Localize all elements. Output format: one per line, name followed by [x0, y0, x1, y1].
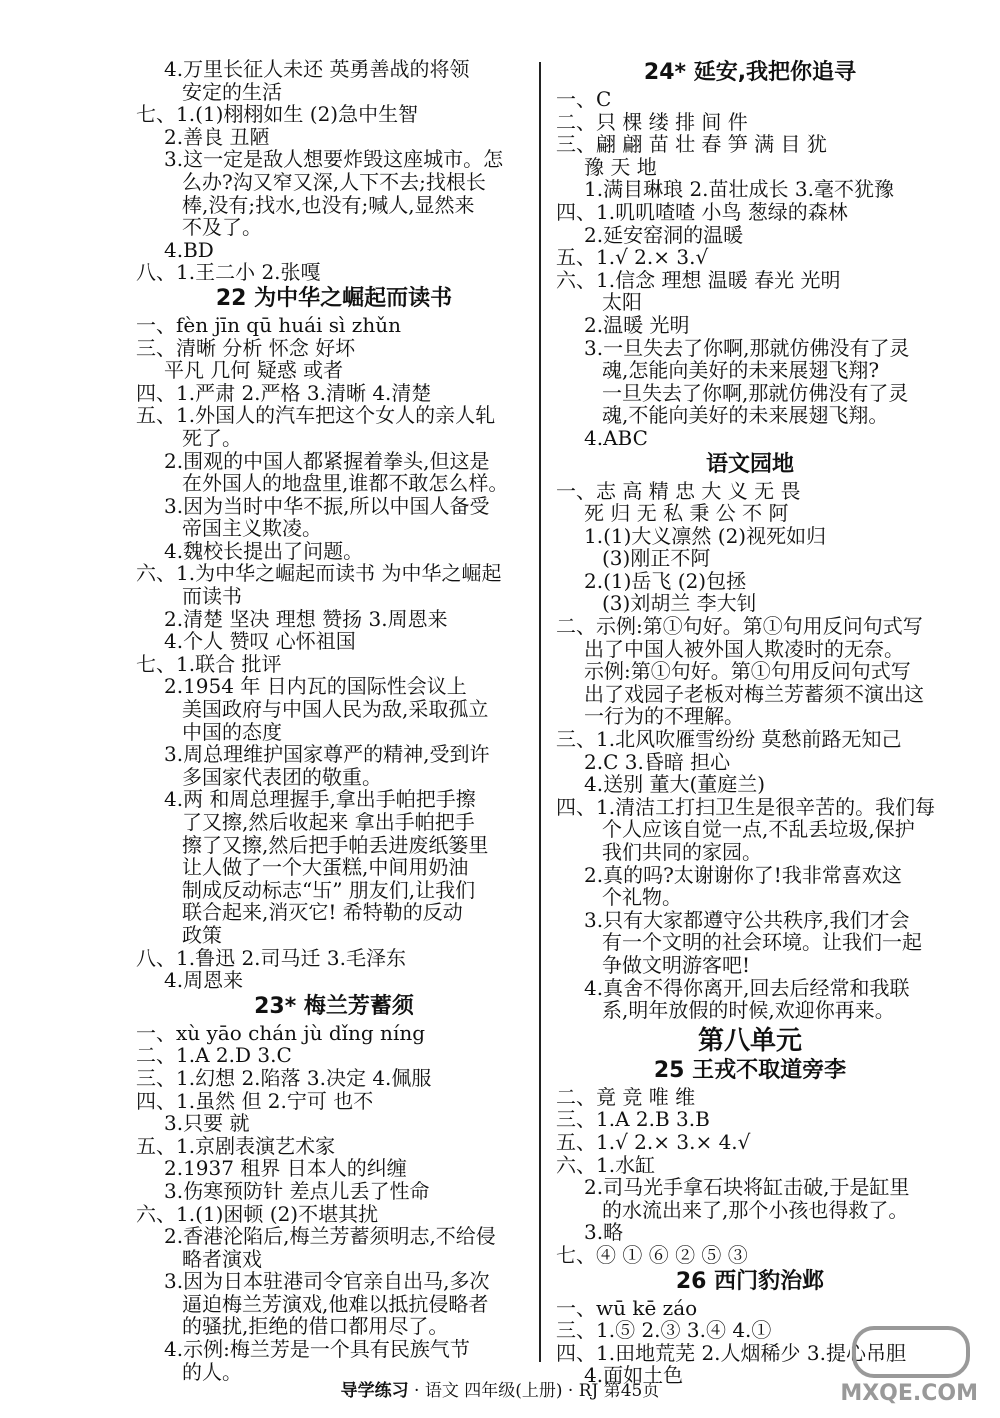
left-answer-line: 的骚扰,拒绝的借口都用尽了。 [182, 1314, 449, 1339]
right-answer-line: 2.温暖 光明 [584, 312, 690, 337]
right-answer-line: 4.面如土色 [584, 1363, 684, 1388]
right-answer-line: 七、④ ① ⑥ ② ⑤ ③ [556, 1242, 748, 1267]
left-answer-line: 在外国人的地盘里,谁都不敢怎么样。 [182, 471, 509, 496]
right-answer-line: 五、1.√ 2.× 3.× 4.√ [556, 1129, 751, 1154]
unit-heading: 第八单元 [697, 1025, 802, 1056]
left-answer-line: 多国家代表团的敬重。 [182, 764, 382, 789]
right-answer-line: 2.司马光手拿石块将缸击破,于是缸里 [584, 1175, 910, 1200]
right-column [556, 58, 944, 1387]
right-answer-line: 4.送别 董大(董庭兰) [584, 772, 766, 797]
right-answer-line: 二、竟 竞 唯 维 [556, 1084, 696, 1109]
left-answer-line: 3.只要 就 [164, 1111, 250, 1136]
footer-brand: 导学练习 [340, 1381, 409, 1401]
left-answer-line: 4.示例:梅兰芳是一个具有民族气节 [164, 1337, 470, 1362]
right-answer-line: 争做文明游客吧! [602, 952, 751, 977]
left-answer-line: 三、清晰 分析 怀念 好坏 [136, 335, 356, 360]
left-answer-line: 八、1.王二小 2.张嘎 [136, 260, 321, 285]
left-answer-line: 联合起来,消灭它! 希特勒的反动 [182, 900, 463, 925]
right-answer-line: 一旦失去了你啊,那就仿佛没有了灵 [602, 380, 909, 405]
right-answer-line: 2.延安窑洞的温暖 [584, 222, 744, 247]
left-answer-line: 4.BD [164, 237, 214, 262]
left-answer-line: 制成反动标志“卐” 朋友们,让我们 [182, 877, 476, 902]
right-answer-line: 一、C [556, 87, 612, 111]
right-answer-line: 六、1.信念 理想 温暖 春光 光明 [556, 267, 841, 292]
left-answer-line: 一、xù yāo chán jù dǐng níng [136, 1020, 426, 1045]
left-answer-line: 四、1.虽然 但 2.宁可 也不 [136, 1088, 374, 1113]
left-answer-line: 3.因为日本驻港司令官亲自出马,多次 [164, 1269, 490, 1294]
right-answer-line: 三、1.A 2.B 3.B [556, 1107, 710, 1132]
right-answer-line: 四、1.叽叽喳喳 小鸟 葱绿的森林 [556, 199, 848, 224]
watermark-text: MXQE.COM [840, 1381, 978, 1406]
left-answer-line: 政策 [182, 922, 222, 947]
left-answer-line: 七、1.联合 批评 [136, 651, 282, 676]
right-answer-line: 的水流出来了,那个小孩也得救了。 [602, 1197, 909, 1222]
left-answer-line: 美国政府与中国人民为敌,采取孤立 [182, 697, 489, 722]
left-answer-line: 2.香港沦陷后,梅兰芳蓄须明志,不给侵 [164, 1224, 496, 1249]
left-answer-line: 让人做了一个大蛋糕,中间用奶油 [182, 855, 469, 880]
lesson-heading: 语文园地 [705, 451, 794, 477]
right-answer-line: 四、1.清洁工打扫卫生是很辛苦的。我们每 [556, 794, 936, 819]
left-answer-line: 2.1937 租界 日本人的纠缠 [164, 1156, 407, 1181]
right-answer-line: 太阳 [602, 290, 642, 315]
left-answer-line: 六、1.(1)困顿 (2)不堪其扰 [136, 1201, 379, 1226]
column-divider [539, 62, 541, 1362]
left-answer-line: 4.个人 赞叹 心怀祖国 [164, 629, 356, 654]
right-answer-line: 魂,不能向美好的未来展翅飞翔。 [602, 403, 889, 428]
right-answer-line: 2.(1)岳飞 (2)包拯 [584, 568, 747, 593]
right-answer-line: 1.(1)大义凛然 (2)视死如归 [584, 523, 827, 548]
watermark-logo [852, 1326, 970, 1378]
left-answer-line: 二、1.A 2.D 3.C [136, 1043, 292, 1068]
lesson-heading: 24* 延安,我把你追寻 [643, 60, 857, 85]
right-answer-line: 2.真的吗?太谢谢你了!我非常喜欢这 [584, 862, 902, 887]
left-answer-line: 2.围观的中国人都紧握着拳头,但这是 [164, 448, 490, 473]
left-answer-line: 3.伤寒预防针 差点儿丢了性命 [164, 1178, 430, 1203]
right-answer-line: 死 归 无 私 秉 公 不 阿 [584, 501, 789, 526]
left-answer-line: 2.清楚 坚决 理想 赞扬 3.周恩来 [164, 606, 448, 631]
left-answer-line: 不及了。 [182, 215, 262, 240]
left-answer-line: 五、1.京剧表演艺术家 [136, 1133, 336, 1158]
left-answer-line: 中国的态度 [182, 719, 282, 744]
lesson-heading: 22 为中华之崛起而读书 [215, 285, 453, 311]
left-answer-line: 了又擦,然后收起来 拿出手帕把手 [182, 810, 475, 834]
right-answer-line: 有一个文明的社会环境。让我们一起 [602, 930, 922, 955]
left-answer-line: 4.魏校长提出了问题。 [164, 538, 364, 563]
right-answer-line: 一行为的不理解。 [584, 704, 744, 729]
right-answer-line: 我们共同的家园。 [602, 840, 762, 864]
left-answer-line: 擦了又擦,然后把手帕丢进废纸篓里 [182, 832, 489, 857]
left-answer-line: 2.善良 丑陋 [164, 124, 270, 149]
right-answer-line: 1.满目琳琅 2.苗壮成长 3.毫不犹豫 [584, 177, 894, 202]
right-answer-line: 2.C 3.昏暗 担心 [584, 749, 731, 774]
right-answer-line: 一、志 高 精 忠 大 义 无 畏 [556, 478, 801, 503]
left-answer-line: 平凡 几何 疑惑 或者 [164, 358, 344, 383]
left-answer-line: 八、1.鲁迅 2.司马迁 3.毛泽东 [136, 945, 406, 970]
left-answer-line: 死了。 [182, 425, 242, 450]
right-answer-line: 四、1.田地荒芜 2.人烟稀少 3.提心吊胆 [556, 1340, 906, 1365]
right-answer-line: 魂,怎能向美好的未来展翅飞翔? [602, 358, 880, 383]
right-answer-line: 示例:第①句好。第①句用反问句式写 [584, 659, 911, 684]
left-column [136, 58, 532, 1383]
right-answer-line: 五、1.√ 2.× 3.√ [556, 245, 709, 270]
right-answer-line: 豫 天 地 [584, 154, 657, 179]
right-answer-line: 3.略 [584, 1220, 624, 1245]
footer-info: · 语文 四年级(上册) · RJ 第45页 [408, 1381, 660, 1401]
right-answer-line: 4.ABC [584, 425, 648, 450]
left-answer-line: 2.1954 年 日内瓦的国际性会议上 [164, 674, 467, 699]
right-answer-line: 4.真舍不得你离开,回去后经常和我联 [584, 975, 910, 1000]
left-answer-line: 3.因为当时中华不振,所以中国人备受 [164, 493, 490, 518]
left-answer-line: 七、1.(1)栩栩如生 (2)急中生智 [136, 102, 419, 127]
left-answer-line: 而读书 [182, 584, 242, 609]
right-answer-line: 三、1.⑤ 2.③ 3.④ 4.① [556, 1318, 772, 1343]
left-answer-line: 五、1.外国人的汽车把这个女人的亲人轧 [136, 403, 496, 428]
right-answer-line: 二、只 棵 缕 排 间 件 [556, 109, 748, 134]
left-answer-line: 帝国主义欺凌。 [182, 516, 322, 541]
left-answer-line: 么办?沟又窄又深,人下不去;找根长 [182, 169, 486, 194]
right-answer-line: 个礼物。 [602, 885, 682, 910]
right-answer-line: 六、1.水缸 [556, 1152, 656, 1177]
right-answer-line: 二、示例:第①句好。第①句用反问句式写 [556, 614, 923, 639]
left-answer-line: 3.周总理维护国家尊严的精神,受到许 [164, 742, 490, 767]
right-answer-line: 出了戏园子老板对梅兰芳蓄须不演出这 [584, 681, 924, 706]
right-answer-line: (3)刚正不阿 [602, 546, 711, 571]
right-answer-line: 三、1.北风吹雁雪纷纷 莫愁前路无知己 [556, 727, 902, 752]
right-answer-line: (3)刘胡兰 李大钊 [602, 591, 757, 616]
left-answer-line: 三、1.幻想 2.陷落 3.决定 4.佩服 [136, 1065, 432, 1090]
left-answer-line: 4.万里长征人未还 英勇善战的将领 [164, 57, 470, 81]
left-answer-line: 六、1.为中华之崛起而读书 为中华之崛起 [136, 561, 502, 586]
left-answer-line: 安定的生活 [182, 79, 282, 104]
left-answer-line: 四、1.严肃 2.严格 3.清晰 4.清楚 [136, 380, 432, 405]
left-answer-line: 的人。 [182, 1359, 242, 1384]
left-answer-line: 略者演戏 [182, 1246, 262, 1271]
left-answer-line: 逼迫梅兰芳演戏,他难以抵抗侵略者 [182, 1291, 489, 1316]
left-answer-line: 一、fèn jīn qū huái sì zhǔn [136, 312, 401, 337]
right-answer-line: 3.一旦失去了你啊,那就仿佛没有了灵 [584, 335, 910, 360]
lesson-heading: 23* 梅兰芳蓄须 [254, 993, 414, 1019]
right-answer-line: 一、wū kē záo [556, 1295, 698, 1320]
left-answer-line: 棒,没有;找水,也没有;喊人,显然来 [182, 192, 475, 217]
right-answer-line: 系,明年放假的时候,欢迎你再来。 [602, 998, 895, 1023]
left-answer-line: 4.两 和周总理握手,拿出手帕把手擦 [164, 787, 476, 812]
lesson-heading: 25 王戎不取道旁李 [653, 1057, 847, 1083]
left-answer-line: 3.这一定是敌人想要炸毁这座城市。怎 [164, 147, 504, 172]
right-answer-line: 三、翩 翩 苗 壮 春 笋 满 目 犹 [556, 132, 827, 157]
right-answer-line: 3.只有大家都遵守公共秩序,我们才会 [584, 907, 910, 932]
lesson-heading: 26 西门豹治邺 [675, 1268, 825, 1294]
left-answer-line: 4.周恩来 [164, 968, 244, 993]
right-answer-line: 出了中国人被外国人欺凌时的无奈。 [584, 636, 904, 661]
right-answer-line: 个人应该自觉一点,不乱丢垃圾,保护 [602, 817, 915, 842]
